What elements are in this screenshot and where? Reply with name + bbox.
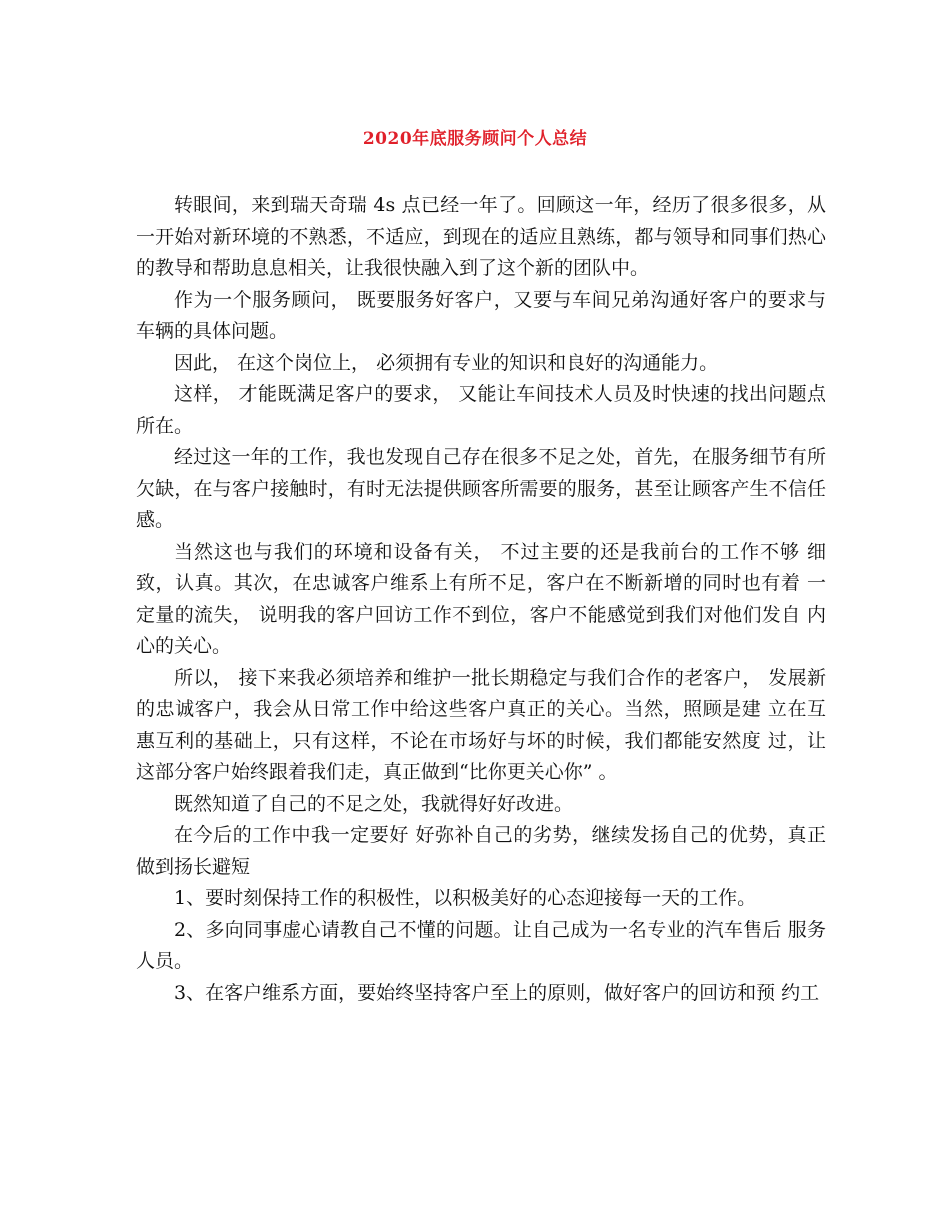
document-title: 2020年底服务顾问个人总结	[362, 129, 588, 149]
document-body	[136, 190, 826, 1009]
paragraph-7: 所以， 接下来我必须培养和维护一批长期稳定与我们合作的老客户， 发展新的忠诚客户，我会从日常工作中给这些客户真正的关心。当然，照顾是建 立在互惠互利的基础上，只有这样，不论在市场好与坏的时候，我们都能安然度 过，让这部分客户始终跟着我们走，真正做到“比你更关心你” 。	[136, 666, 826, 783]
paragraph-8: 既然知道了自己的不足之处，我就得好好改进。	[174, 792, 574, 815]
paragraph-1: 转眼间，来到瑞天奇瑞 4s 点已经一年了。回顾这一年，经历了很多很多，从一开始对新环境的不熟悉，不适应，到现在的适应且熟练，都与领导和同事们热心的教导和帮助息息相关，让我很快融入到了这个新的团队中。	[136, 194, 826, 279]
list-item-1: 1、要时刻保持工作的积极性，以积极美好的心态迎接每一天的工作。	[174, 887, 757, 909]
list-item-3: 3、在客户维系方面，要始终坚持客户至上的原则，做好客户的回访和预 约工	[174, 981, 820, 1004]
paragraph-5: 经过这一年的工作，我也发现自己存在很多不足之处，首先，在服务细节有所欠缺，在与客户接触时，有时无法提供顾客所需要的服务，甚至让顾客产生不信任感。	[136, 446, 826, 531]
paragraph-4: 这样， 才能既满足客户的要求， 又能让车间技术人员及时快速的找出问题点所在。	[136, 383, 826, 437]
list-item-2: 2、多向同事虚心请教自己不懂的问题。让自己成为一名专业的汽车售后 服务人员。	[136, 918, 826, 972]
paragraph-9: 在今后的工作中我一定要好 好弥补自己的劣势，继续发扬自己的优势，真正做到扬长避短	[136, 824, 826, 878]
paragraph-6: 当然这也与我们的环境和设备有关， 不过主要的还是我前台的工作不够 细致，认真。其次，在忠诚客户维系上有所不足，客户在不断新增的同时也有着 一定量的流失， 说明我的客户回访工作不到位，客户不能感觉到我们对他们发自 内心的关心。	[136, 540, 826, 657]
paragraph-2: 作为一个服务顾问， 既要服务好客户，又要与车间兄弟沟通好客户的要求与车辆的具体问题。	[136, 288, 826, 342]
paragraph-3: 因此， 在这个岗位上， 必须拥有专业的知识和良好的沟通能力。	[174, 351, 719, 374]
